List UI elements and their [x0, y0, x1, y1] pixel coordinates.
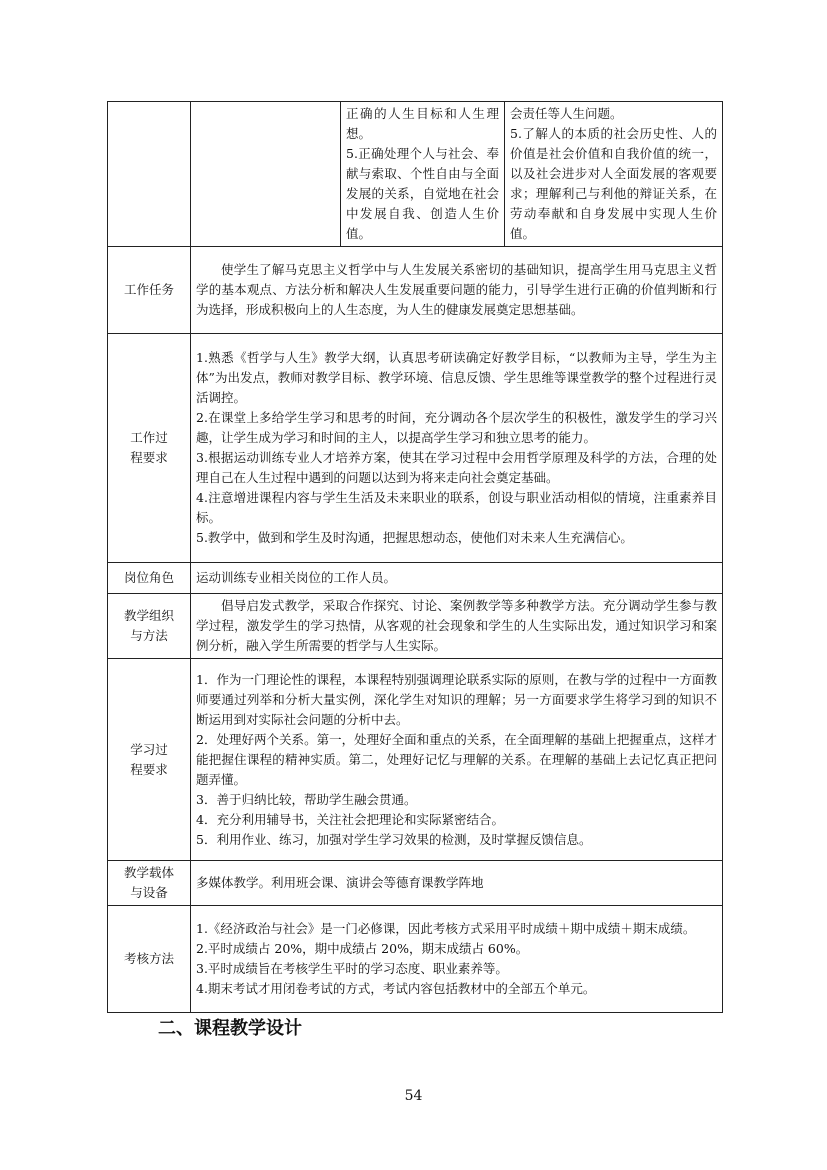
row-content [191, 906, 723, 1013]
row-label [108, 594, 191, 659]
empty-cell [191, 102, 341, 247]
cell-text: 使学生了解马克思主义哲学中与人生发展关系密切的基础知识，提高学生用马克思主义哲学的基本观点、方法分析和解决人生发展重要问题的能力，引导学生进行正确的价值判断和行为选择，形成积极向上的人生态度，为人生的健康发展奠定思想基础。 [196, 262, 717, 317]
cell-text: 倡导启发式教学，采取合作探究、讨论、案例教学等多种教学方法。充分调动学生参与教学过程，激发学生的学习热情，从客观的社会现象和学生的人生实际出发，通过知识学习和案例分析，融入学生所需要的哲学与人生实际。 [196, 598, 717, 653]
row-label: 工作任务 [108, 247, 191, 334]
list-item: 5.教学中，做到和学生及时沟通，把握思想动态，使他们对未来人生充满信心。 [196, 530, 633, 545]
row-label-text: 工作过程要求 [130, 430, 168, 465]
row-content [191, 659, 723, 861]
table-row-exam [108, 906, 723, 1013]
table-row-process [108, 334, 723, 563]
list-item: 3.平时成绩旨在考核学生平时的学习态度、职业素养等。 [196, 961, 508, 976]
list-item: 2．处理好两个关系。第一，处理好全面和重点的关系，在全面理解的基础上把握重点，这样才能把握住课程的精神实质。第二，处理好记忆与理解的关系。在理解的基础上去记忆真正把问题弄懂。 [196, 731, 717, 787]
cell-text: 运动训练专业相关岗位的工作人员。 [196, 570, 397, 585]
table-row-media [108, 861, 723, 906]
list-item: 5．利用作业、练习，加强对学生学习效果的检测，及时掌握反馈信息。 [196, 831, 592, 847]
list-item: 1.熟悉《哲学与人生》教学大纲，认真思考研读确定好教学目标，“以教师为主导，学生为主体”为出发点，教师对教学目标、教学环境、信息反馈、学生思维等课堂教学的整个过程进行灵活调控。 [196, 350, 717, 405]
row-label [108, 334, 191, 563]
row-label [108, 861, 191, 906]
row-content [191, 594, 723, 659]
table-row-learning [108, 659, 723, 861]
row-label: 考核方法 [108, 906, 191, 1013]
section-heading: 二、课程教学设计 [158, 1018, 302, 1039]
cell-text: 会责任等人生问题。 [510, 106, 623, 121]
goal-cell-3 [341, 102, 505, 247]
table-row-method [108, 594, 723, 659]
cell-text: 正确的人生目标和人生理想。 [346, 106, 499, 141]
row-label: 岗位角色 [108, 563, 191, 594]
row-content [191, 334, 723, 563]
cell-text: 5.正确处理个人与社会、奉献与索取、个性自由与全面发展的关系，自觉地在社会中发展自我、创造人生价值。 [346, 146, 499, 241]
table-row-task [108, 247, 723, 334]
list-item: 2.平时成绩占 20%，期中成绩占 20%，期末成绩占 60%。 [196, 941, 529, 956]
list-item: 3.根据运动训练专业人才培养方案，使其在学习过程中会用哲学原理及科学的方法，合理的处理自己在人生过程中遇到的问题以达到为将来走向社会奠定基础。 [196, 450, 717, 485]
course-info-table [107, 101, 723, 1013]
row-label-text: 教学载体与设备 [123, 865, 174, 900]
list-item: 4.注意增进课程内容与学生生活及未来职业的联系，创设与职业活动相似的情境，注重素养目标。 [196, 490, 717, 525]
list-item: 1．作为一门理论性的课程，本课程特别强调理论联系实际的原则，在教与学的过程中一方面教师要通过列举和分析大量实例，深化学生对知识的理解；另一方面要求学生将学习到的知识不断运用到对实际社会问题的分析中去。 [196, 671, 717, 727]
table-row-continued [108, 102, 723, 247]
row-label-text: 学习过程要求 [130, 741, 168, 777]
cell-text: 多媒体教学。利用班会课、演讲会等德育课教学阵地 [196, 875, 484, 890]
page-number: 54 [404, 1088, 423, 1104]
row-content [191, 563, 723, 594]
list-item: 2.在课堂上多给学生学习和思考的时间，充分调动各个层次学生的积极性，激发学生的学习兴趣，让学生成为学习和时间的主人，以提高学生学习和独立思考的能力。 [196, 410, 717, 445]
goal-cell-4 [505, 102, 723, 247]
list-item: 3．善于归纳比较，帮助学生融会贯通。 [196, 791, 417, 807]
row-label [108, 659, 191, 861]
list-item: 1.《经济政治与社会》是一门必修课，因此考核方式采用平时成绩＋期中成绩＋期末成绩。 [196, 921, 696, 936]
table-row-role [108, 563, 723, 594]
list-item: 4．充分利用辅导书，关注社会把理论和实际紧密结合。 [196, 811, 504, 827]
row-content [191, 247, 723, 334]
row-label-text: 教学组织与方法 [123, 608, 174, 643]
row-content [191, 861, 723, 906]
list-item: 4.期末考试才用闭卷考试的方式，考试内容包括教材中的全部五个单元。 [196, 981, 596, 996]
cell-text: 5.了解人的本质的社会历史性、人的价值是社会价值和自我价值的统一，以及社会进步对人全面发展的客观要求；理解利己与利他的辩证关系，在劳动奉献和自身发展中实现人生价值。 [510, 126, 717, 241]
empty-cell [108, 102, 191, 247]
